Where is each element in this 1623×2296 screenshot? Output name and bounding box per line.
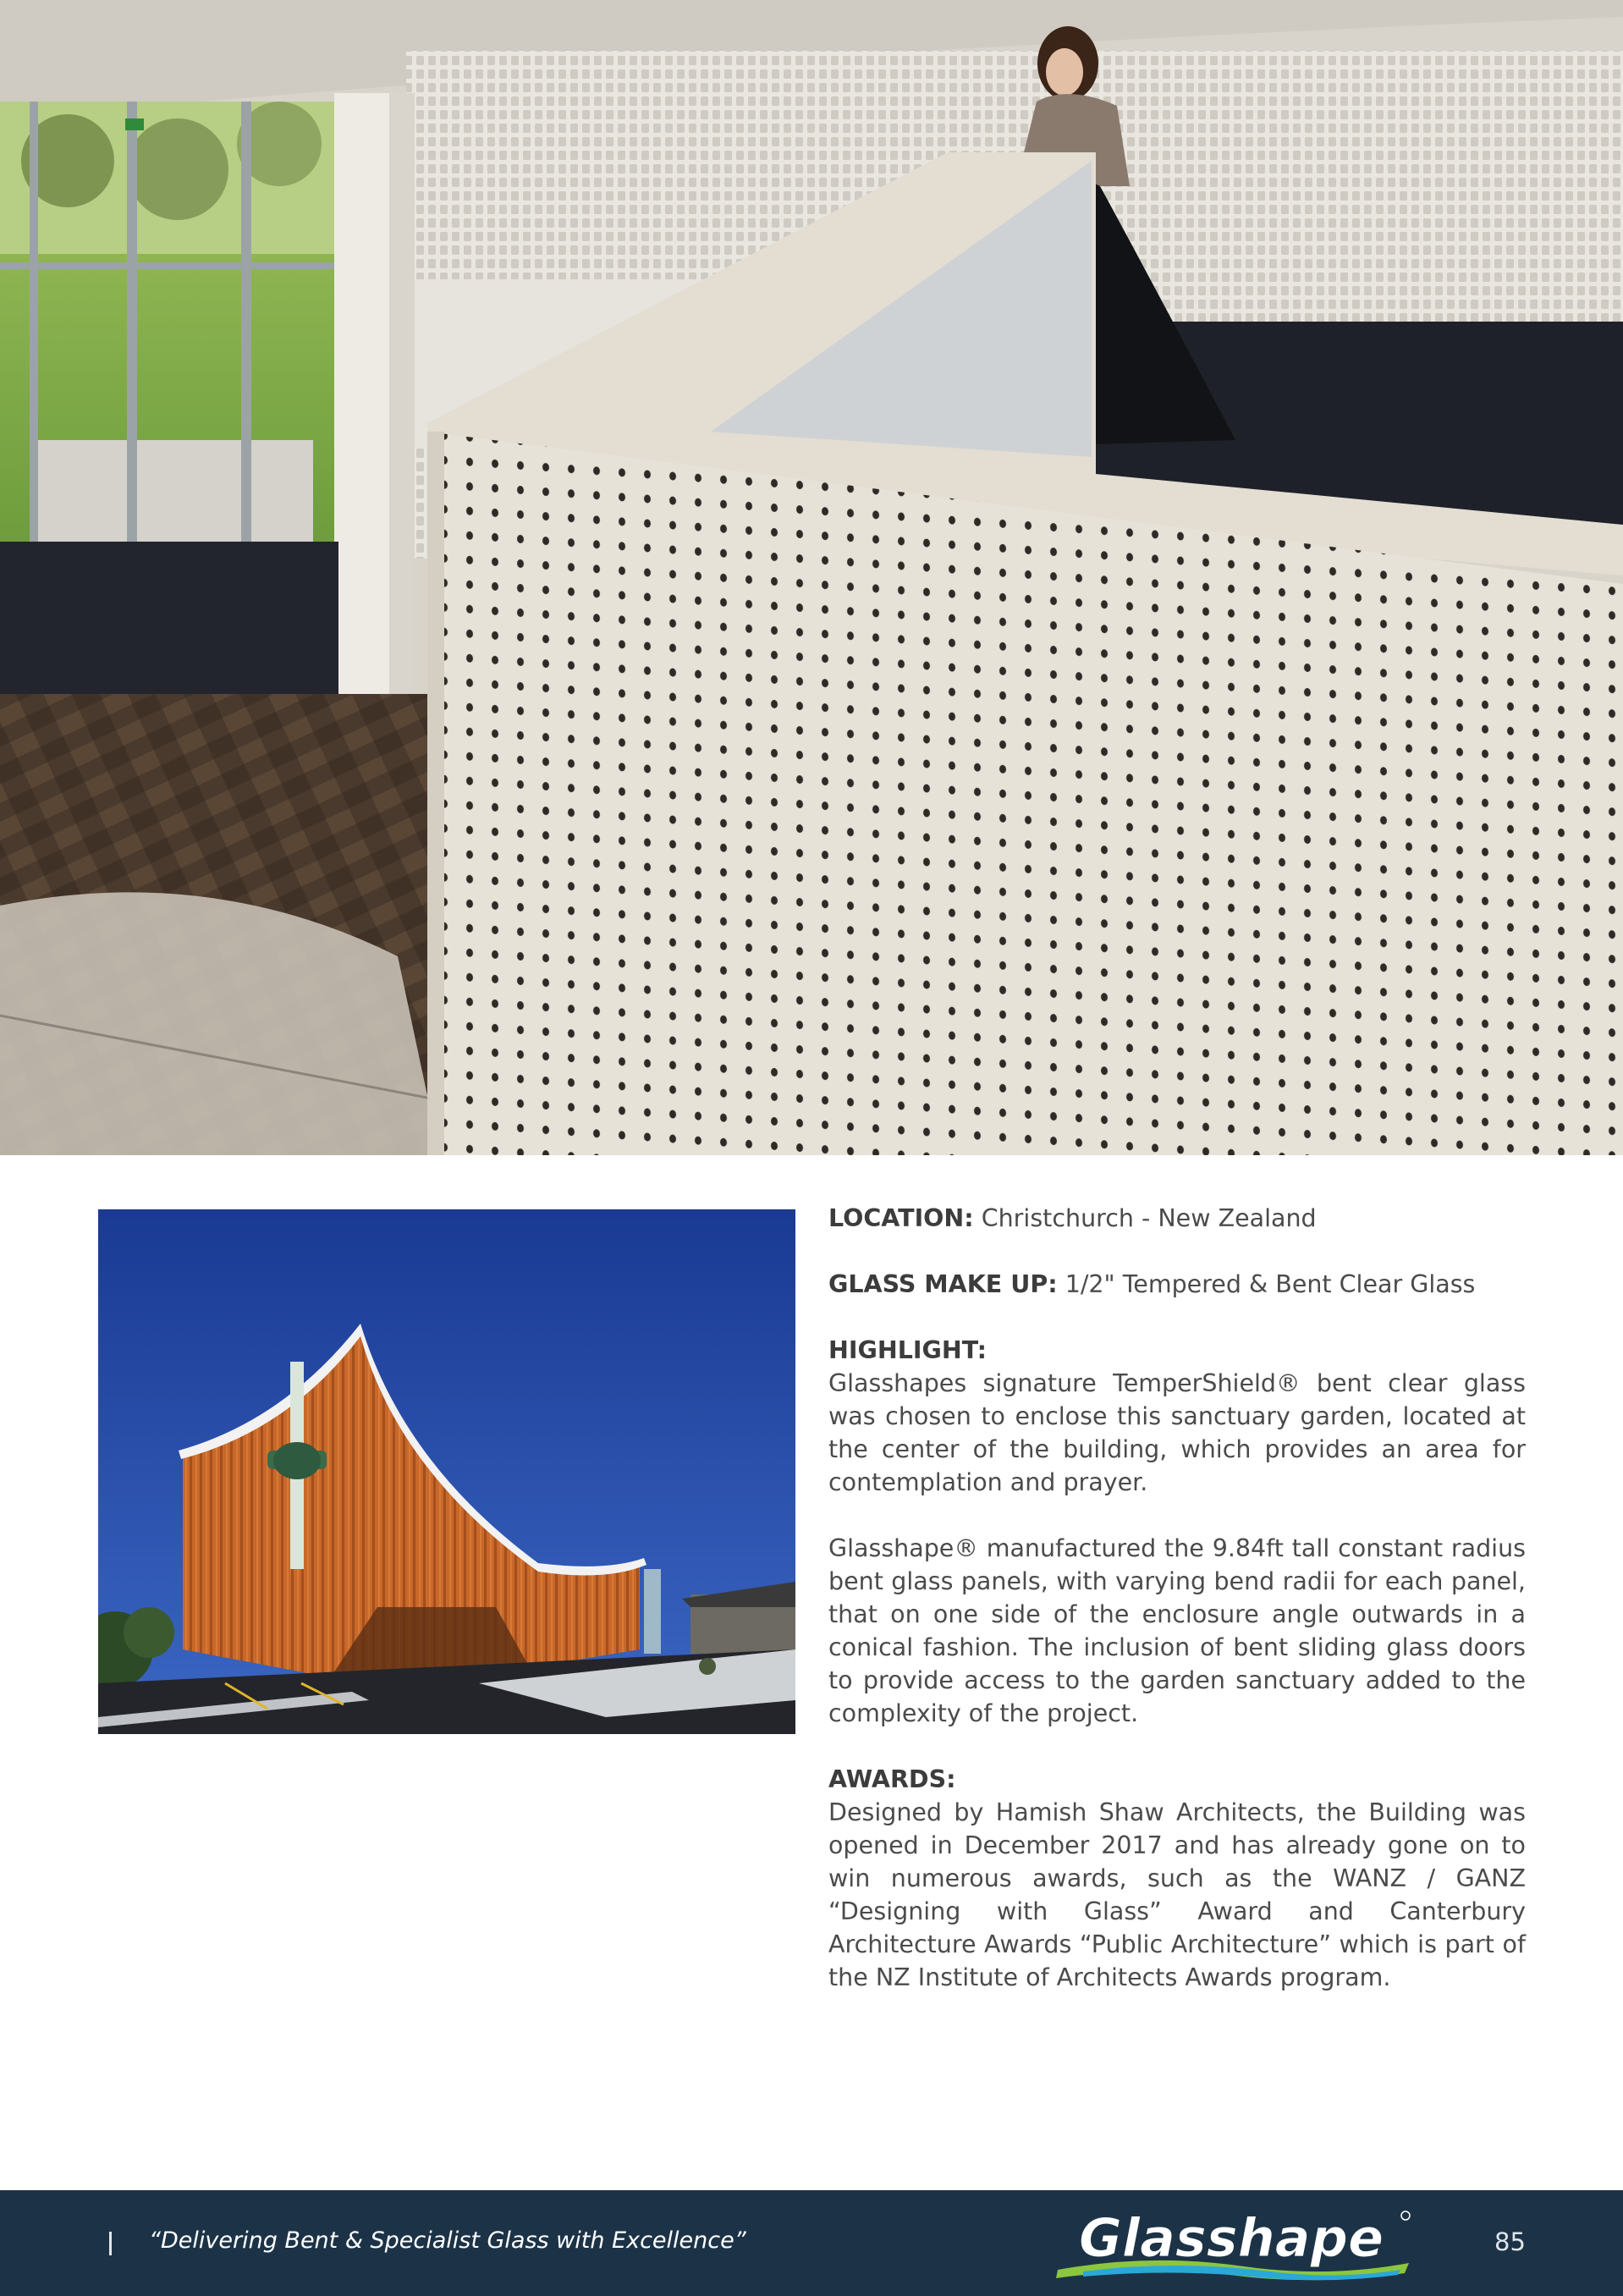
footer-divider [109,2232,112,2255]
glass-make-up-row [828,1268,1526,1301]
location-value: Christchurch - New Zealand [981,1204,1317,1232]
highlight-paragraph-2: Glasshape® manufactured the 9.84ft tall constant radius bent glass panels, with varying bend radii for each panel, that on one side of the enclosure angle outwards in a conical fashion. The inclusion of bent sliding glass doors to provide access to the garden sanctuary added to the complexity of the project. [828,1534,1526,1727]
glass-make-up-label: GLASS MAKE UP: [828,1270,1058,1298]
highlight-heading: HIGHLIGHT: [828,1336,987,1364]
page-number: 85 [1494,2227,1526,2256]
awards-heading: AWARDS: [828,1765,956,1793]
location-row [828,1202,1526,1235]
glass-make-up-value: 1/2" Tempered & Bent Clear Glass [1065,1270,1476,1298]
project-info [828,1202,1526,1994]
logo-wordmark: Glasshape [1079,2207,1384,2269]
glasshape-logo [1049,2204,1422,2282]
church-exterior-photo [98,1209,795,1734]
location-label: LOCATION: [828,1204,974,1232]
awards-paragraph: Designed by Hamish Shaw Architects, the Building was opened in December 2017 and has already gone on to win numerous awards, such as the WANZ / GANZ “Designing with Glass” Award and Canterbury Architecture Awards “Public Architecture” which is part of the NZ Institute of Architects Awards program. [828,1798,1526,1991]
highlight-paragraph-1: Glasshapes signature TemperShield® bent clear glass was chosen to enclose this sanctuary garden, located at the center of the building, which provides an area for contemplation and prayer. [828,1369,1526,1496]
page-footer [0,2190,1623,2296]
footer-tagline: “Delivering Bent & Specialist Glass with Excellence” [149,2227,746,2254]
